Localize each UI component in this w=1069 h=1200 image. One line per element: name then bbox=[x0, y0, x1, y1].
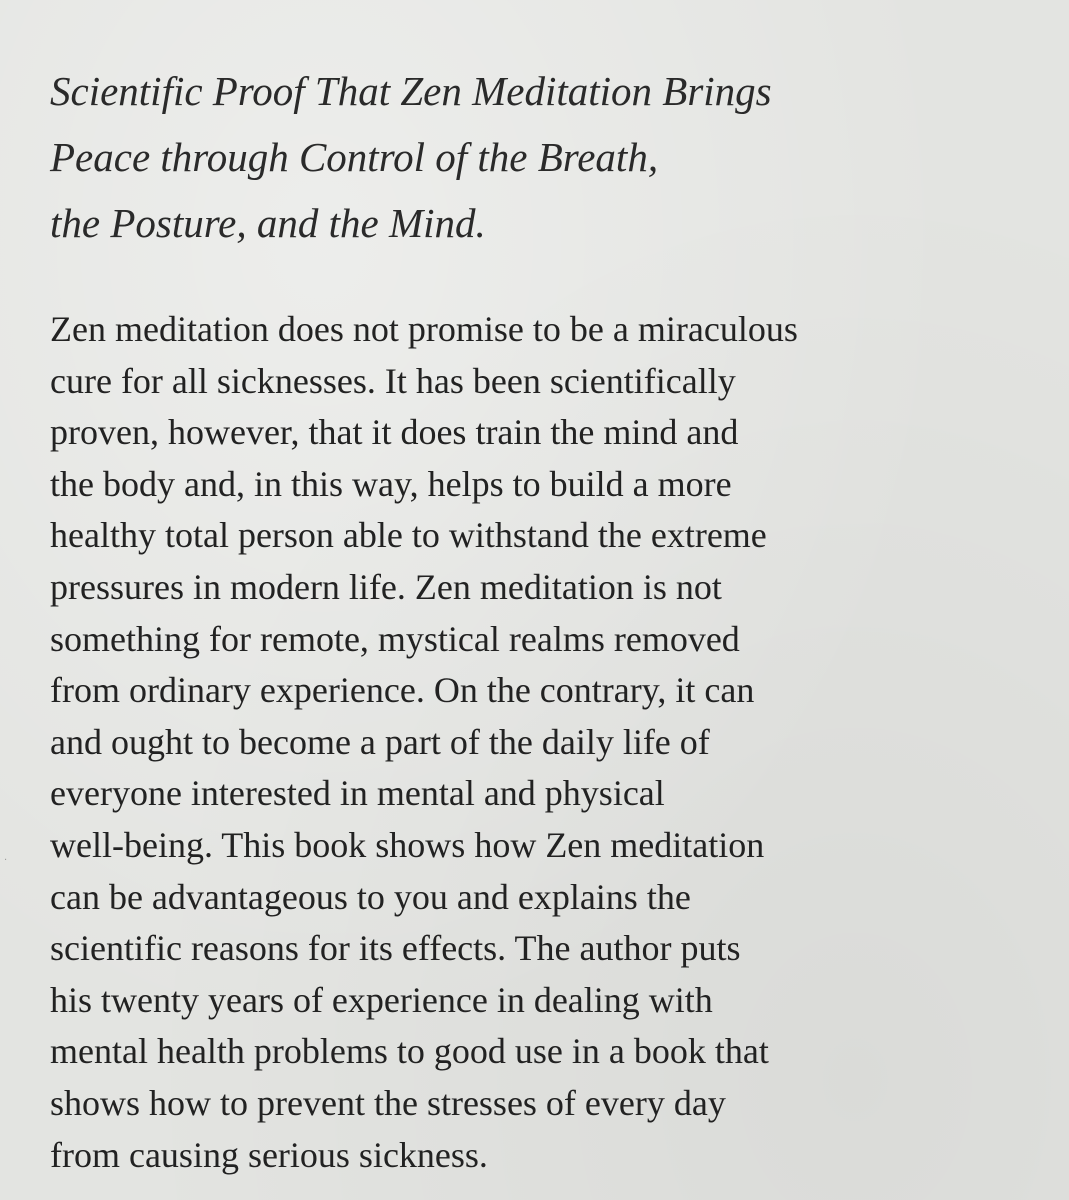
paragraph-line: the body and, in this way, helps to build a more bbox=[50, 463, 732, 504]
paragraph-line: and ought to become a part of the daily life of bbox=[50, 721, 710, 762]
headline-line: the Posture, and the Mind. bbox=[50, 200, 486, 246]
paragraph-line: can be advantageous to you and explains the bbox=[50, 876, 691, 917]
paragraph-line: proven, however, that it does train the mind and bbox=[50, 412, 739, 453]
headline-line: Scientific Proof That Zen Meditation Brings bbox=[50, 68, 772, 114]
paragraph-line: mental health problems to good use in a book that bbox=[50, 1031, 769, 1072]
headline bbox=[50, 58, 1040, 256]
paragraph-line: pressures in modern life. Zen meditation is not bbox=[50, 566, 722, 607]
paragraph-line: healthy total person able to withstand the extreme bbox=[50, 515, 767, 556]
paper-speck: · bbox=[4, 855, 8, 866]
paragraph-line: from causing serious sickness. bbox=[50, 1134, 488, 1175]
paragraph-line: scientific reasons for its effects. The author puts bbox=[50, 928, 741, 969]
paragraph-line: cure for all sicknesses. It has been scientifically bbox=[50, 360, 736, 401]
paragraph-line: everyone interested in mental and physical bbox=[50, 773, 665, 814]
paragraph-line: well-being. This book shows how Zen meditation bbox=[50, 824, 765, 865]
paragraph-line: from ordinary experience. On the contrary, it can bbox=[50, 670, 755, 711]
paragraph-line: Zen meditation does not promise to be a miraculous bbox=[50, 309, 798, 349]
paragraph-line: shows how to prevent the stresses of every day bbox=[50, 1082, 726, 1123]
paragraph-line: something for remote, mystical realms removed bbox=[50, 618, 740, 659]
paragraph-line: his twenty years of experience in dealing with bbox=[50, 979, 713, 1020]
description-paragraph bbox=[50, 304, 1050, 1181]
headline-line: Peace through Control of the Breath, bbox=[50, 134, 659, 180]
